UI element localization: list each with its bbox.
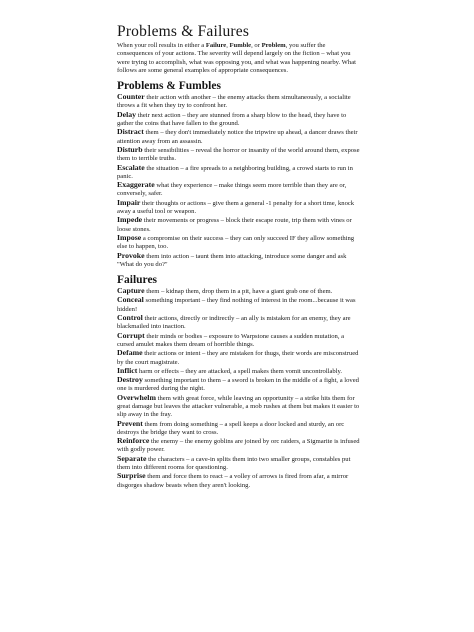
problem-entry	[117, 216, 361, 234]
failures-heading: Failures	[117, 274, 158, 287]
problem-description: their sensibilities – reveal the horror or insanity of the world around them, expose them to terrible truths.	[117, 146, 360, 163]
failure-entry	[117, 332, 361, 350]
problem-term: Provoke	[117, 250, 145, 260]
failure-entry	[117, 376, 361, 394]
failure-entry	[117, 394, 361, 420]
failures-list	[117, 287, 361, 490]
failure-term: Reinforce	[117, 436, 150, 446]
failure-entry	[117, 287, 361, 296]
problem-term: Disturb	[117, 144, 143, 154]
intro-text-end: , you suffer the consequences of your actions. The severity will depend largely on the fiction – what you were trying to accomplish, what was opposing you, and what was happening nearby. What follows are some general examples of appropriate consequences.	[117, 42, 356, 74]
problem-entry	[117, 252, 361, 270]
failure-description: the enemy – the enemy goblins are joined by orc raiders, a Sigmarite is infused with godly power.	[117, 438, 360, 454]
failure-entry	[117, 296, 361, 314]
problem-term: Exaggerate	[117, 180, 155, 190]
problem-description: their next action – they are stunned from a sharp blow to the head, they have to gather the coins that have fallen to the ground.	[117, 111, 347, 128]
failure-description: their actions or intent – they are mistaken for thugs, their words are misconstrued by the court magistrate.	[117, 350, 359, 366]
failure-description: them with great force, while leaving an opportunity – a strike hits them for great damage but leaves the attacker vulnerable, a mob rushes at them but makes it easier to slip away in the fray.	[117, 394, 360, 419]
document-page	[117, 24, 361, 490]
failure-description: them and force them to react – a volley of arrows is fired from afar, a mirror disgorges shadow beasts when they aren't looking.	[117, 473, 349, 489]
problem-entry	[117, 146, 361, 164]
failure-term: Surprise	[117, 471, 146, 481]
failure-description: their actions, directly or indirectly – an ally is mistaken for an enemy, they are blackmailed into inaction.	[117, 315, 351, 331]
failure-term: Separate	[117, 453, 147, 463]
failure-description: them from doing something – a spell keeps a door locked and sturdy, an orc destroys the bridge they want to cross.	[117, 420, 345, 436]
problems-heading: Problems & Fumbles	[117, 80, 221, 93]
failure-term: Destroy	[117, 375, 143, 385]
problem-entry	[117, 199, 361, 217]
failure-entry	[117, 314, 361, 332]
failure-term: Prevent	[117, 418, 143, 428]
page-title: Problems & Failures	[117, 23, 250, 40]
failure-term: Conceal	[117, 295, 144, 305]
problem-term: Escalate	[117, 162, 145, 172]
failure-entry	[117, 472, 361, 490]
failure-entry	[117, 367, 361, 376]
intro-paragraph	[117, 42, 361, 75]
problem-entry	[117, 93, 361, 111]
failure-description: something important to them – a sword is broken in the middle of a fight, a loved one is murdered during the night.	[117, 377, 359, 393]
problem-term: Counter	[117, 92, 145, 102]
failure-entry	[117, 420, 361, 438]
failure-term: Capture	[117, 286, 145, 296]
problem-description: them – they don't immediately notice the tripwire up ahead, a dancer draws their attention away from an assassin.	[117, 129, 358, 145]
failure-term: Control	[117, 313, 143, 323]
problem-description: them into action – taunt them into attacking, introduce some danger and ask "What do you do?"	[117, 252, 347, 268]
intro-separator-1: ,	[226, 42, 230, 49]
problem-description: their movements or progress – block their escape route, trip them with vines or loose stones.	[117, 217, 352, 233]
problem-entry	[117, 111, 361, 129]
problem-term: Impede	[117, 215, 143, 225]
problem-entry	[117, 164, 361, 182]
intro-term-problem: Problem	[261, 42, 286, 49]
intro-separator-2: , or	[251, 42, 262, 49]
problem-description: their action with another – the enemy attacks them simultaneously, a socialite throws a fit when they try to confront her.	[117, 94, 351, 110]
problems-list	[117, 93, 361, 269]
intro-text-start: When your roll results in either a	[117, 42, 206, 49]
problem-term: Impair	[117, 197, 141, 207]
problem-term: Distract	[117, 127, 144, 137]
failure-term: Corrupt	[117, 330, 145, 340]
problem-term: Delay	[117, 109, 137, 119]
failure-entry	[117, 349, 361, 367]
problem-description: the situation – a fire spreads to a neighboring building, a crowd starts to run in panic.	[117, 164, 353, 180]
intro-term-fumble: Fumble	[229, 42, 252, 49]
problem-entry	[117, 234, 361, 252]
failure-description: their minds or bodies – exposure to Warpstone causes a sudden mutation, a cursed amulet makes them dream of horrible things.	[117, 332, 345, 348]
failure-description: them – kidnap them, drop them in a pit, have a giant grab one of them.	[144, 288, 333, 296]
failure-entry	[117, 455, 361, 473]
problem-entry	[117, 181, 361, 199]
failure-description: the characters – a cave-in splits them into two smaller groups, constables put them into different rooms for questioning.	[117, 455, 351, 472]
failure-entry	[117, 437, 361, 455]
problem-entry	[117, 128, 361, 146]
failure-term: Overwhelm	[117, 392, 156, 402]
failure-term: Inflict	[117, 365, 138, 375]
intro-term-failure: Failure	[205, 42, 227, 49]
problem-term: Impose	[117, 232, 142, 242]
problem-description: a compromise on their success – they can only succeed IF they allow something else to happen, too.	[117, 234, 355, 251]
failure-term: Defame	[117, 348, 143, 358]
failure-description: harm or effects – they are attacked, a spell makes them vomit uncontrollably.	[137, 367, 343, 375]
failure-description: something important – they find nothing of interest in the room...because it was hidden!	[117, 297, 356, 313]
problem-description: their thoughts or actions – give them a general -1 penalty for a short time, knock away a useful tool or weapon.	[117, 199, 355, 216]
problem-description: what they experience – make things seem more terrible than they are or, conversely, safer.	[117, 182, 347, 198]
